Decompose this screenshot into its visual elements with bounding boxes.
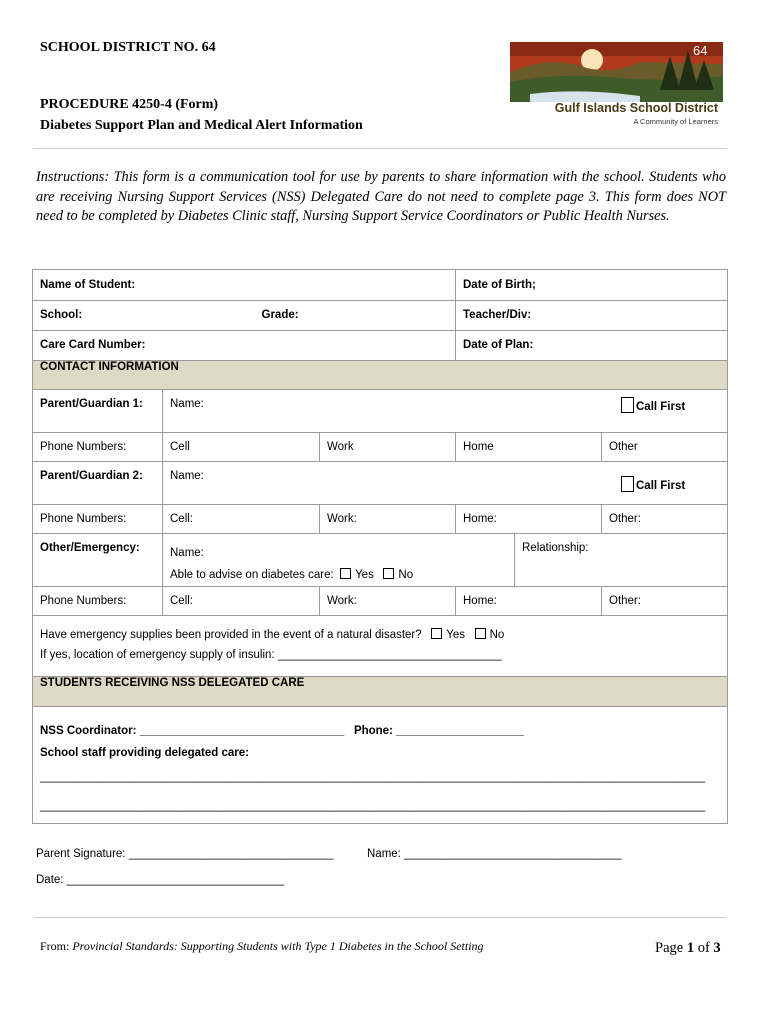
parent2-call-first-label: Call First <box>636 480 686 492</box>
district-name: SCHOOL DISTRICT NO. 64 <box>40 40 216 55</box>
plan-date-cell[interactable] <box>456 331 728 361</box>
signature-name[interactable]: Name: __________________________________ <box>367 848 622 860</box>
emergency-home[interactable]: Home: <box>456 587 602 616</box>
page-total: 3 <box>713 940 721 956</box>
advise-no-label: No <box>398 569 414 581</box>
supplies-yes-checkbox[interactable] <box>431 628 442 639</box>
parent1-home[interactable]: Home <box>456 433 602 462</box>
parent1-cell[interactable]: Cell <box>163 433 320 462</box>
advise-yes-label: Yes <box>355 569 374 581</box>
nss-phone[interactable]: Phone: ____________________ <box>353 725 525 737</box>
instructions <box>36 168 726 227</box>
teacher-label: Teacher/Div: <box>463 309 532 321</box>
supplies-question-row <box>40 625 720 645</box>
parent1-call-first[interactable] <box>621 397 685 413</box>
parent2-other[interactable]: Other: <box>602 505 728 534</box>
supplies-yes-label: Yes <box>446 629 466 641</box>
relationship-label: Relationship: <box>522 542 589 554</box>
relationship-cell[interactable] <box>515 534 728 587</box>
page-current: 1 <box>686 940 695 956</box>
parent2-work[interactable]: Work: <box>320 505 456 534</box>
emergency-other[interactable]: Other: <box>602 587 728 616</box>
footer-source <box>40 939 484 954</box>
instructions-label: Instructions <box>36 169 105 185</box>
supplies-question: Have emergency supplies been provided in the event of a natural disaster? <box>40 629 422 641</box>
emergency-name-label: Name: <box>170 547 204 559</box>
nss-staff-label: School staff providing delegated care: <box>40 747 249 759</box>
phone2-label: Phone Numbers: <box>33 505 163 534</box>
advise-row <box>170 564 507 586</box>
procedure-heading <box>40 94 363 136</box>
signature-date[interactable]: Date: __________________________________ <box>36 874 285 886</box>
phone3-label: Phone Numbers: <box>33 587 163 616</box>
parent1-name-label: Name: <box>170 398 204 410</box>
supplies-cell <box>33 616 728 677</box>
supplies-location[interactable]: If yes, location of emergency supply of insulin: ___________________________________ <box>40 649 502 661</box>
diabetes-form-table <box>32 269 728 824</box>
emergency-cell[interactable]: Cell: <box>163 587 320 616</box>
nss-cell <box>33 707 728 824</box>
footer-from-label: From: <box>40 939 73 953</box>
school-label: School: <box>40 309 83 321</box>
parent2-name-label: Name: <box>170 470 204 482</box>
advise-label: Able to advise on diabetes care: <box>170 569 334 581</box>
page-number <box>655 940 721 957</box>
parent1-label: Parent/Guardian 1: <box>33 390 163 433</box>
header-rule <box>33 148 727 149</box>
parent2-name-cell[interactable] <box>163 462 728 505</box>
emergency-work[interactable]: Work: <box>320 587 456 616</box>
logo-number: 64 <box>693 43 708 58</box>
parent1-call-first-checkbox[interactable] <box>621 397 634 413</box>
care-card-cell[interactable] <box>33 331 456 361</box>
parent2-cell[interactable]: Cell: <box>163 505 320 534</box>
footer-from-source: Provincial Standards: Supporting Students with Type 1 Diabetes in the School Setting <box>72 939 484 953</box>
plan-date-label: Date of Plan: <box>463 339 534 351</box>
supplies-no-label: No <box>489 629 505 641</box>
logo-tagline: A Community of Learners <box>633 117 718 126</box>
contact-heading: CONTACT INFORMATION <box>33 361 728 390</box>
page-of: of <box>694 940 714 956</box>
dob-cell[interactable] <box>456 270 728 301</box>
procedure-number: PROCEDURE 4250-4 (Form) <box>40 97 219 112</box>
nss-heading: STUDENTS RECEIVING NSS DELEGATED CARE <box>33 677 728 707</box>
emergency-name-cell[interactable] <box>163 534 515 587</box>
parent2-call-first[interactable] <box>621 476 685 492</box>
phone1-label: Phone Numbers: <box>33 433 163 462</box>
parent1-name-cell[interactable] <box>163 390 728 433</box>
footer-rule <box>33 917 727 918</box>
logo-name: Gulf Islands School District <box>554 101 718 115</box>
nss-staff-line-1[interactable]: ________________________________________________________________________________________________________ <box>40 771 706 783</box>
parent1-other[interactable]: Other <box>602 433 728 462</box>
student-name-cell[interactable] <box>33 270 456 301</box>
emergency-label: Other/Emergency: <box>33 534 163 587</box>
parent1-call-first-label: Call First <box>636 401 686 413</box>
dob-label: Date of Birth; <box>463 279 536 291</box>
parent2-label: Parent/Guardian 2: <box>33 462 163 505</box>
district-logo <box>510 42 723 128</box>
parent1-work[interactable]: Work <box>320 433 456 462</box>
nss-coordinator-row <box>40 720 720 742</box>
nss-coordinator[interactable]: NSS Coordinator: ________________________________ <box>40 725 345 737</box>
parent2-call-first-checkbox[interactable] <box>621 476 634 492</box>
supplies-no-checkbox[interactable] <box>475 628 486 639</box>
instructions-text: : This form is a communication tool for use by parents to share information with the school. Students who are receiving Nursing Support Services (NSS) Delegated Care do not need to complete page 3. This form does NOT need to be completed by Diabetes Clinic staff, Nursing Support Service Coordinators or Public Health Nurses. <box>36 169 726 224</box>
parent2-home[interactable]: Home: <box>456 505 602 534</box>
advise-no-checkbox[interactable] <box>383 568 394 579</box>
nss-staff-line-2[interactable]: ________________________________________________________________________________________________________ <box>40 800 706 812</box>
grade-label: Grade: <box>261 309 299 321</box>
care-card-label: Care Card Number: <box>40 339 146 351</box>
advise-yes-checkbox[interactable] <box>340 568 351 579</box>
page-label: Page <box>655 940 687 956</box>
parent-signature[interactable]: Parent Signature: ________________________________ <box>36 848 334 860</box>
teacher-cell[interactable] <box>456 301 728 331</box>
school-cell[interactable] <box>33 301 456 331</box>
student-name-label: Name of Student: <box>40 279 136 291</box>
form-title: Diabetes Support Plan and Medical Alert Information <box>40 118 363 133</box>
